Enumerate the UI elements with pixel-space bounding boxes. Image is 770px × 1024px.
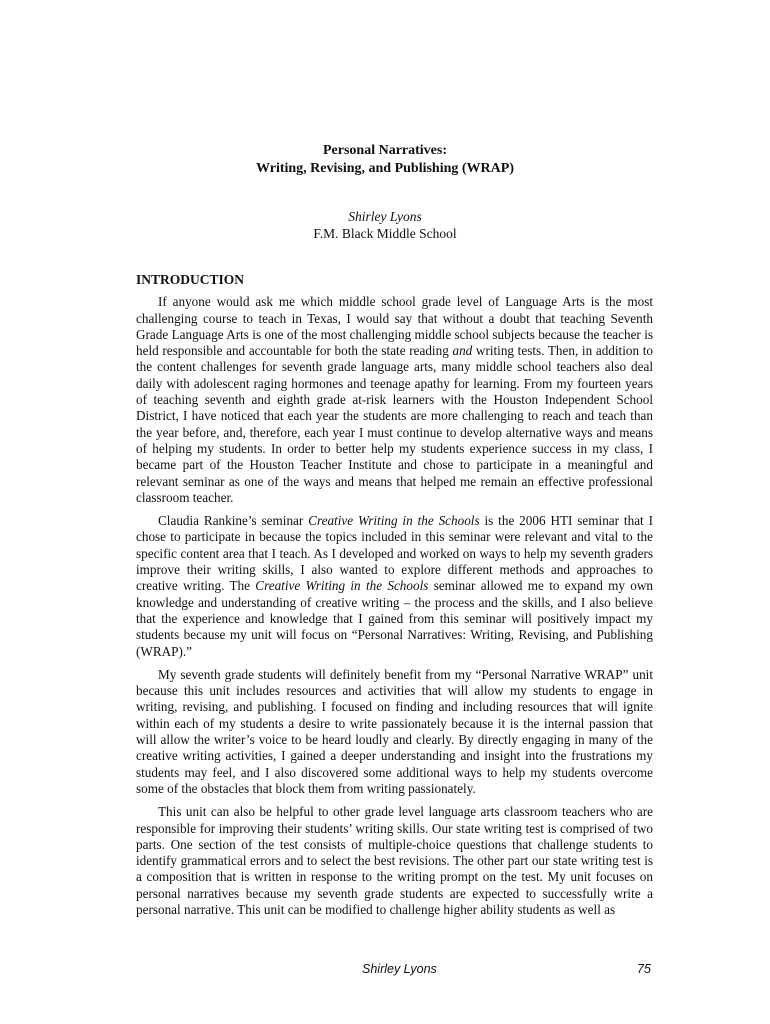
paragraph-2-seminar-title-2: Creative Writing in the Schools xyxy=(255,578,429,594)
author-name: Shirley Lyons xyxy=(348,209,422,224)
paragraph-3: My seventh grade students will definitely benefit from my “Personal Narrative WRAP” unit because this unit includes resources and activities that will allow my students to engage in writing, revising, and publishing. I focused on finding and including resources that will ignite within each of my students a desire to write passionately because it is the internal passion that will allow the writer’s voice to be heard loudly and clearly. By directly engaging in many of the creative writing activities, I gained a deeper understanding and insight into the frustrations my students may feel, and I also discovered some additional ways to help my students overcome some of the obstacles that block them from writing passionately. xyxy=(136,666,653,796)
document-title xyxy=(0,142,770,178)
title-line-2: Writing, Revising, and Publishing (WRAP) xyxy=(255,161,514,176)
body-text xyxy=(136,272,653,925)
paragraph-2-text-c: seminar allowed me to expand my own knowledge and understanding of creative writing – the process and the skills, and I also believe that the experience and knowledge that I gained from this seminar will positively impact my students because my unit will focus on “Personal Narratives: Writing, Revising, and Publishing (WRAP).” xyxy=(136,578,653,659)
paragraph-2 xyxy=(136,513,653,660)
paragraph-1-emphasis: and xyxy=(452,343,473,359)
author-block xyxy=(0,208,770,242)
paragraph-4: This unit can also be helpful to other grade level language arts classroom teachers who are responsible for improving their students’ writing skills. Our state writing test is comprised of two parts. One section of the test consists of multiple-choice questions that challenge students to identify grammatical errors and to select the best revisions. The other part our state writing test is a composition that is written in response to the writing prompt on the test. My unit focuses on personal narratives because my seventh grade students are expected to successfully write a personal narrative. This unit can be modified to challenge higher ability students as well as xyxy=(136,804,653,917)
paragraph-1-text-a: If anyone would ask me which middle school grade level of Language Arts is the most challenging course to teach in Texas, I would say that without a doubt that teaching Seventh Grade Language Arts is one of the most challenging middle school subjects because the teacher is held responsible and accountable for both the state reading xyxy=(136,294,653,359)
footer-author: Shirley Lyons xyxy=(362,962,437,976)
paragraph-2-text-b: is the 2006 HTI seminar that I chose to participate in because the topics included in this seminar were relevant and vital to the specific content area that I teach. As I developed and worked on ways to help my seventh graders improve their writing skills, I also wanted to explore different methods and approaches to creative writing. The xyxy=(136,513,653,594)
page-number: 75 xyxy=(637,962,651,976)
paragraph-1 xyxy=(136,294,653,506)
school-name: F.M. Black Middle School xyxy=(313,226,457,241)
section-heading: INTRODUCTION xyxy=(136,272,245,287)
paragraph-2-text-a: Claudia Rankine’s seminar xyxy=(158,513,309,529)
title-line-1: Personal Narratives: xyxy=(322,143,448,158)
paragraph-1-text-b: writing tests. Then, in addition to the content challenges for seventh grade language arts, many middle school teachers also deal daily with adolescent raging hormones and teenage apathy for learning. From my fourteen years of teaching seventh and eighth grade at-risk learners with the Houston Independent School District, I have noticed that each year the students are more challenging to reach and teach than the year before, and, therefore, each year I must continue to develop alternative ways and means of helping my students. In order to better help my students experience success in my class, I became part of the Houston Teacher Institute and chose to participate in a meaningful and relevant seminar as one of the ways and means that helped me remain an effective professional classroom teacher. xyxy=(136,343,654,505)
paragraph-2-seminar-title-1: Creative Writing in the Schools xyxy=(308,513,480,529)
